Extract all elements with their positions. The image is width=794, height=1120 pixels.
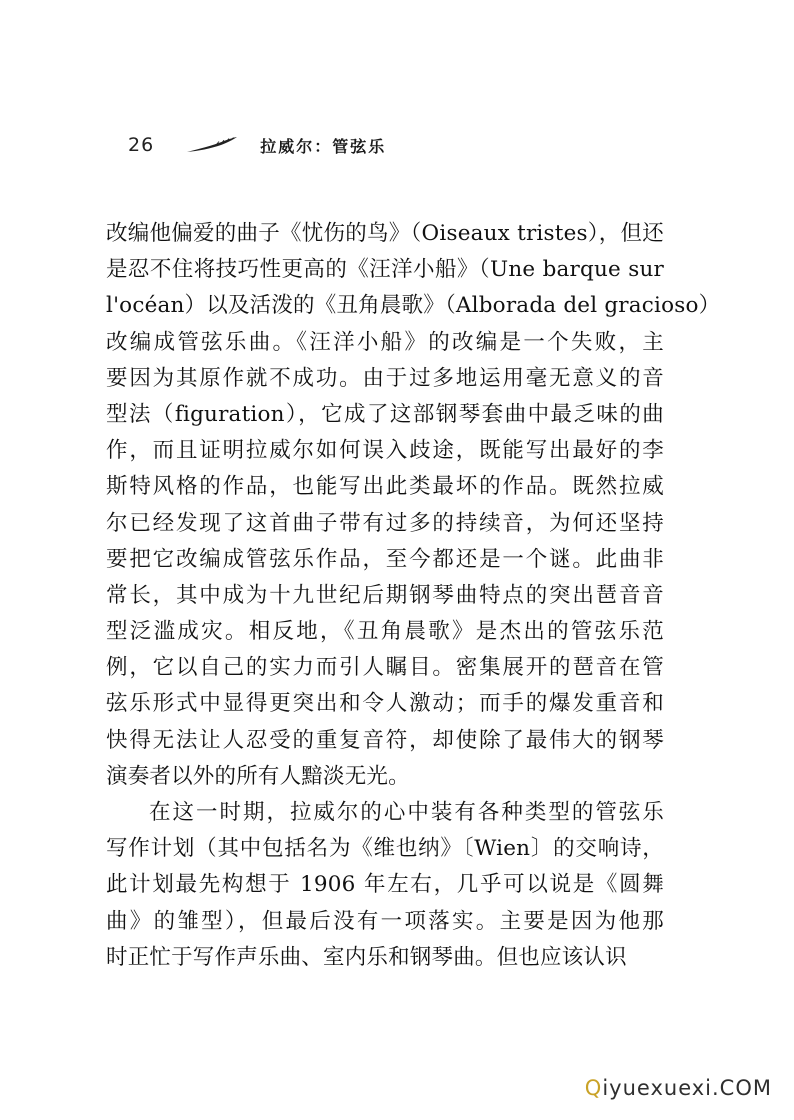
text-line: 此计划最先构想于 1906 年左右，几乎可以说是《圆舞 [106,872,664,898]
running-header-title: 拉威尔：管弦乐 [260,136,387,156]
watermark-text: iyuexuexi.COM [602,1076,772,1100]
running-header [128,128,386,162]
text-line: 弦乐形式中显得更突出和令人激动；而手的爆发重音和 [106,691,664,717]
text-line: 型泛滥成灾。相反地，《丑角晨歌》是杰出的管弦乐范 [106,619,664,645]
text-line: 要因为其原作就不成功。由于过多地运用毫无意义的音 [106,365,664,391]
text-line: l'océan）以及活泼的《丑角晨歌》（Alborada del gracioso） [106,293,721,319]
text-line: 要把它改编成管弦乐作品，至今都还是一个谜。此曲非 [106,546,664,572]
text-line: 是忍不住将技巧性更高的《汪洋小船》（Une barque sur [106,257,664,283]
text-line: 时正忙于写作声乐曲、室内乐和钢琴曲。但也应该认识 [106,944,627,970]
text-line: 演奏者以外的所有人黯淡无光。 [106,763,410,789]
text-line: 例，它以自己的实力而引人瞩目。密集展开的琶音在管 [106,655,664,681]
text-line: 改编成管弦乐曲。《汪洋小船》的改编是一个失败，主 [106,329,664,355]
text-line: 改编他偏爱的曲子《忧伤的鸟》（Oiseaux tristes），但还 [106,221,664,246]
text-line: 型法（figuration），它成了这部钢琴套曲中最乏味的曲 [106,401,664,427]
text-line: 斯特风格的作品，也能写出此类最坏的作品。既然拉威 [106,474,664,500]
text-line: 尔已经发现了这首曲子带有过多的持续音，为何还坚持 [106,510,664,536]
quill-ornament-icon [186,136,238,154]
text-line: 曲》的雏型），但最后没有一项落实。主要是因为他那 [106,908,664,934]
text-line: 常长，其中成为十九世纪后期钢琴曲特点的突出琶音音 [106,582,664,608]
text-line: 在这一时期，拉威尔的心中装有各种类型的管弦乐 [149,800,664,825]
site-watermark [585,1076,772,1100]
watermark-logo-letter: Q [584,1076,603,1100]
text-line: 快得无法让人忍受的重复音符，却使除了最伟大的钢琴 [106,727,664,753]
text-line: 作，而且证明拉威尔如何误入歧途，既能写出最好的李 [106,438,664,464]
body-text [106,216,721,976]
text-line: 写作计划（其中包括名为《维也纳》〔Wien〕的交响诗， [106,836,664,862]
page-number: 26 [128,134,155,156]
